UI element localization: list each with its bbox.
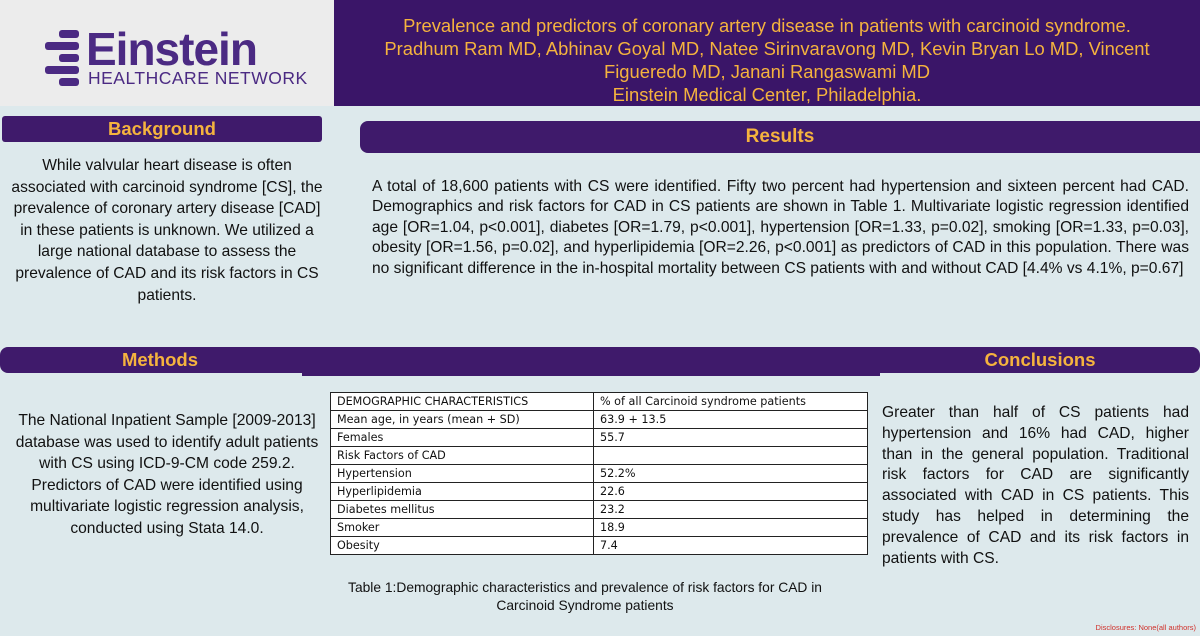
methods-heading: Methods: [121, 349, 199, 370]
results-text: A total of 18,600 patients with CS were identified. Fifty two percent had hypertension and sixteen percent had CAD. Demographics and risk factors for CAD in CS patients are shown in Table 1. Multivariate logistic regression identified age [OR=1.04, p<0.001], diabetes [OR=1.79, p<0.001], hypertension [OR=1.33, p=0.02], smoking [OR=1.33, p=0.03], obesity [OR=1.56, p=0.02], and hyperlipidemia [OR=2.26, p<0.001] as predictors of CAD in this population. There was no significant difference in the in-hospital mortality between CS patients with and without CAD [4.4% vs 4.1%, p=0.67]: [372, 178, 1189, 277]
table-row: [331, 519, 868, 537]
title-banner: [334, 0, 1200, 106]
background-heading: Background: [2, 116, 322, 142]
table-row: [331, 411, 868, 429]
table-header-cell: % of all Carcinoid syndrome patients: [594, 393, 868, 411]
logo-panel: [0, 0, 334, 106]
authors-line-1: Pradhum Ram MD, Abhinav Goyal MD, Natee Sirinvaravong MD, Kevin Bryan Lo MD, Vincent: [384, 38, 1150, 59]
table-row: [331, 465, 868, 483]
table-row: [331, 429, 868, 447]
table-caption: Table 1:Demographic characteristics and prevalence of risk factors for CAD in Carcinoid Syndrome patients: [348, 580, 822, 613]
table-row: [331, 483, 868, 501]
table-cell: 22.6: [594, 483, 868, 501]
table-cell: Hyperlipidemia: [331, 483, 594, 501]
table-cell: 7.4: [594, 537, 868, 555]
conclusions-text: Greater than half of CS patients had hypertension and 16% had CAD, higher than in the general population. Traditional risk factors for CAD are significantly associated with CAD in CS patients. This study has helped in determining the prevalence of CAD and its risk factors in patients with CS.: [882, 404, 1189, 567]
table-cell: 52.2%: [594, 465, 868, 483]
table-cell: Risk Factors of CAD: [331, 447, 594, 465]
table-cell: 63.9 + 13.5: [594, 411, 868, 429]
poster-title: Prevalence and predictors of coronary artery disease in patients with carcinoid syndrome.: [403, 15, 1131, 36]
conclusions-heading: Conclusions: [984, 349, 1096, 370]
authors-line-2: Figueredo MD, Janani Rangaswami MD: [603, 61, 931, 82]
table-cell: Females: [331, 429, 594, 447]
logo-subtitle: HEALTHCARE NETWORK: [88, 68, 308, 88]
disclosures-note: Disclosures: None(all authors): [1095, 623, 1196, 632]
table-row: [331, 501, 868, 519]
table-cell: 18.9: [594, 519, 868, 537]
table-cell: Diabetes mellitus: [331, 501, 594, 519]
logo-wordmark: Einstein: [86, 23, 257, 75]
demographics-table: [330, 392, 868, 555]
background-text: While valvular heart disease is often associated with carcinoid syndrome [CS], the prevalence of coronary artery disease [CAD] in these patients is unknown. We utilized a large national database to assess the prevalence of CAD and its risk factors in CS patients.: [11, 157, 323, 304]
einstein-logo-icon: [45, 30, 79, 86]
table-cell: Mean age, in years (mean + SD): [331, 411, 594, 429]
table-header-row: [331, 393, 868, 411]
methods-text: The National Inpatient Sample [2009-2013] database was used to identify adult patients with CS using ICD-9-CM code 259.2. Predictors of CAD were identified using multivariate logistic regression analysis, conducted using Stata 14.0.: [15, 412, 319, 537]
results-heading: Results: [360, 121, 1200, 153]
institution: Einstein Medical Center, Philadelphia.: [612, 84, 922, 105]
table-row: [331, 537, 868, 555]
table-row: [331, 447, 868, 465]
band-divider: [302, 373, 880, 376]
table-cell: [594, 447, 868, 465]
table-cell: Hypertension: [331, 465, 594, 483]
table-cell: 23.2: [594, 501, 868, 519]
table-header-cell: DEMOGRAPHIC CHARACTERISTICS: [331, 393, 594, 411]
table-cell: Obesity: [331, 537, 594, 555]
table-cell: Smoker: [331, 519, 594, 537]
table-cell: 55.7: [594, 429, 868, 447]
